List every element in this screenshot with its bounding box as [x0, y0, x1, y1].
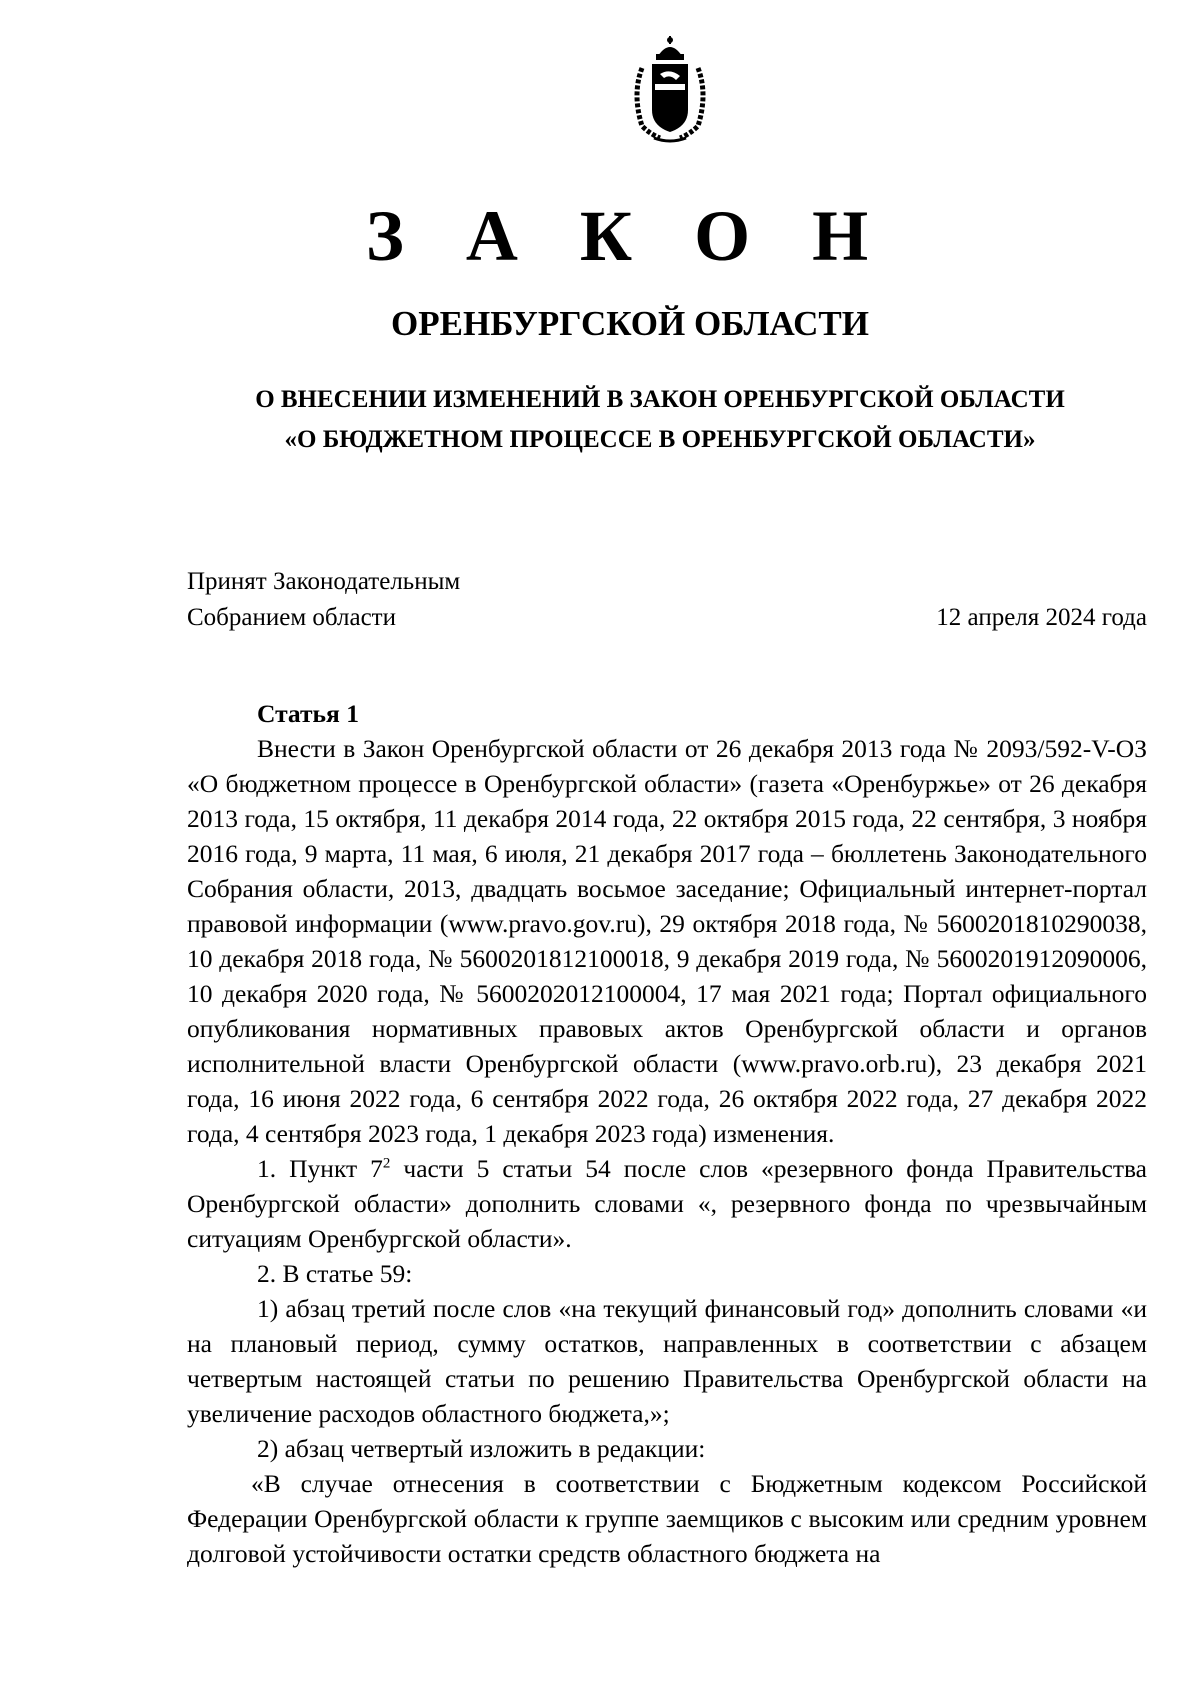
item-1-superscript: 2: [382, 1155, 391, 1172]
article-item-2: 2. В статье 59:: [257, 1259, 413, 1288]
subject-line-2: «О БЮДЖЕТНОМ ПРОЦЕССЕ В ОРЕНБУРГСКОЙ ОБЛАСТИ»: [284, 426, 1036, 453]
adoption-date: 12 апреля 2024 года: [936, 604, 1147, 631]
article-quote: «В случае отнесения в соответствии с Бюджетным кодексом Российской Федерации Оренбургской области к группе заемщиков с высоким или средним уровнем долговой устойчивости остатки средств областного бюджета на: [187, 1469, 1147, 1568]
article-heading: Статья 1: [257, 699, 359, 728]
article-item-2-1: 1) абзац третий после слов «на текущий финансовый год» дополнить словами «и на плановый период, сумму остатков, направленных в соответствии с абзацем четвертым настоящей статьи по решению Правительства Оренбургской области на увеличение расходов областного бюджета,»;: [187, 1294, 1147, 1428]
adoption-line-1: Принят Законодательным: [187, 568, 461, 595]
coat-of-arms-emblem: [628, 34, 712, 146]
adoption-block: [187, 564, 1147, 636]
article-item-2-2: 2) абзац четвертый изложить в редакции:: [257, 1434, 706, 1463]
subject-line-1: О ВНЕСЕНИИ ИЗМЕНЕНИЙ В ЗАКОН ОРЕНБУРГСКОЙ ОБЛАСТИ: [255, 386, 1065, 413]
adoption-line-2: Собранием области: [187, 604, 396, 631]
document-title: З А К О Н: [365, 196, 891, 276]
article-intro: Внести в Закон Оренбургской области от 26 декабря 2013 года № 2093/592-V-ОЗ «О бюджетном процессе в Оренбургской области» (газета «Оренбуржье» от 26 декабря 2013 года, 15 октября, 11 декабря 2014 года, 22 октября 2015 года, 22 сентября, 3 ноября 2016 года, 9 марта, 11 мая, 6 июля, 21 декабря 2017 года – бюллетень Законодательного Собрания области, 2013, двадцать восьмое заседание; Официальный интернет-портал правовой информации (www.pravo.gov.ru), 29 октября 2018 года, № 5600201810290038, 10 декабря 2018 года, № 5600201812100018, 9 декабря 2019 года, № 5600201912090006, 10 декабря 2020 года, № 5600202012100004, 17 мая 2021 года; Портал официального опубликования нормативных правовых актов Оренбургской области и органов исполнительной власти Оренбургской области (www.pravo.orb.ru), 23 декабря 2021 года, 16 июня 2022 года, 6 сентября 2022 года, 26 октября 2022 года, 27 декабря 2022 года, 4 сентября 2023 года, 1 декабря 2023 года) изменения.: [187, 734, 1147, 1148]
article-item-1: [187, 1151, 1147, 1256]
item-1-rest: части 5 статьи 54 после слов «резервного фонда Правительства Оренбургской области» дополнить словами «, резервного фонда по чрезвычайным ситуациям Оренбургской области».: [187, 1154, 1147, 1253]
item-1-prefix: 1. Пункт 7: [257, 1154, 383, 1183]
document-region: ОРЕНБУРГСКОЙ ОБЛАСТИ: [391, 304, 869, 343]
document-subject: [185, 380, 1135, 460]
article-body: [187, 696, 1147, 1571]
